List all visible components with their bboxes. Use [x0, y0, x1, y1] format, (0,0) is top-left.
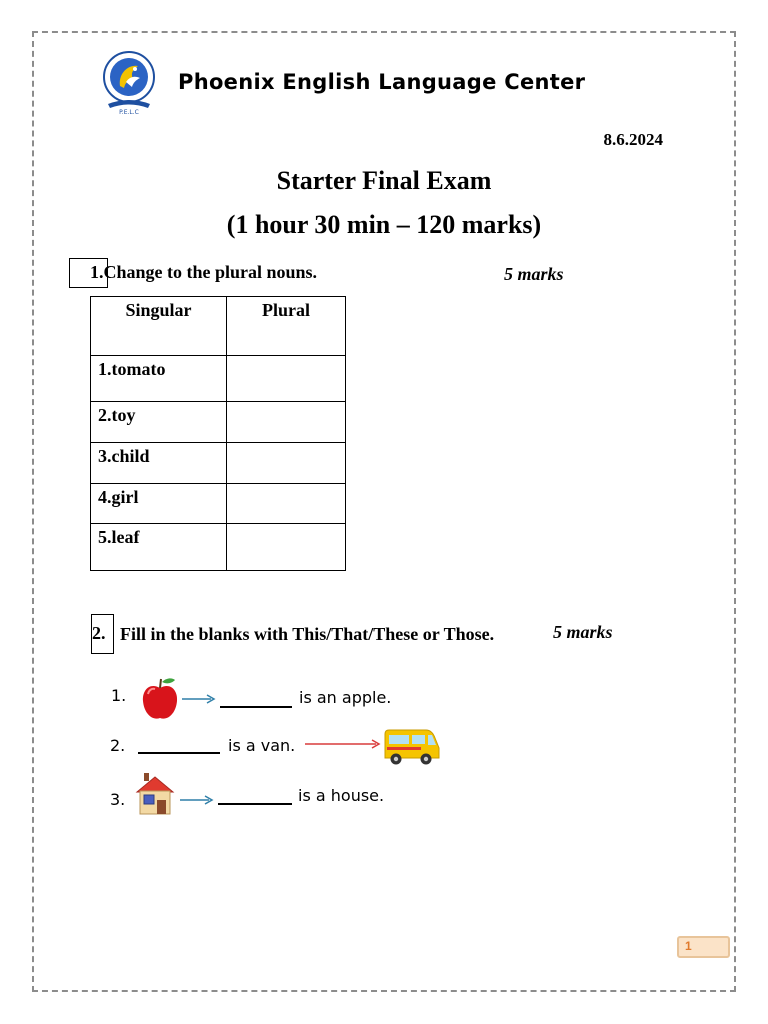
singular-cell: 5.leaf: [91, 524, 227, 571]
exercise-number: 2.: [110, 736, 126, 755]
phoenix-logo: [100, 50, 158, 116]
singular-cell: 2.toy: [91, 402, 227, 443]
house-icon: [135, 770, 175, 816]
question-2-number: 2.: [92, 623, 106, 643]
plural-answer-cell[interactable]: [227, 402, 346, 443]
exam-subtitle: (1 hour 30 min – 120 marks): [226, 210, 542, 239]
exercise-text: is a van.: [228, 736, 296, 755]
exercise-text: is an apple.: [299, 688, 392, 707]
question-2-marks: 5 marks: [553, 622, 613, 642]
page-number-badge: [677, 936, 730, 958]
question-1-heading: [90, 262, 317, 283]
arrow-right-icon: [180, 794, 214, 806]
arrow-right-icon: [182, 693, 216, 705]
singular-cell: 3.child: [91, 443, 227, 484]
answer-blank[interactable]: [138, 752, 220, 754]
center-name: Phoenix English Language Center: [178, 70, 586, 94]
table-row: [91, 524, 346, 571]
plural-answer-cell[interactable]: [227, 356, 346, 402]
plural-answer-cell[interactable]: [227, 443, 346, 484]
singular-cell: 1.tomato: [91, 356, 227, 402]
plural-answer-cell[interactable]: [227, 484, 346, 524]
question-1-instruction: Change to the plural nouns.: [103, 262, 318, 282]
apple-icon: [140, 676, 180, 722]
exercise-number: 1.: [111, 686, 127, 705]
van-icon: [382, 726, 442, 768]
answer-blank[interactable]: [220, 706, 292, 708]
exam-date: 8.6.2024: [603, 130, 663, 149]
table-row: [91, 443, 346, 484]
table-header-row: [91, 297, 346, 356]
table-row: [91, 484, 346, 524]
header-plural: Plural: [227, 297, 346, 356]
exercise-number: 3.: [110, 790, 126, 809]
question-1-marks: 5 marks: [504, 264, 564, 284]
singular-cell: 4.girl: [91, 484, 227, 524]
table-row: [91, 402, 346, 443]
question-2-instruction: Fill in the blanks with This/That/These or Those.: [120, 624, 495, 644]
plural-answer-cell[interactable]: [227, 524, 346, 571]
answer-blank[interactable]: [218, 803, 292, 805]
page-number: 1: [685, 939, 692, 953]
question-1-number: 1.: [90, 262, 104, 282]
exercise-text: is a house.: [298, 786, 385, 805]
table-row: [91, 356, 346, 402]
plural-nouns-table: [90, 296, 346, 571]
arrow-right-icon: [305, 738, 381, 750]
header-singular: Singular: [91, 297, 227, 356]
exam-title: Starter Final Exam: [276, 166, 492, 195]
svg-text:P.E.L.C: P.E.L.C: [119, 109, 139, 116]
